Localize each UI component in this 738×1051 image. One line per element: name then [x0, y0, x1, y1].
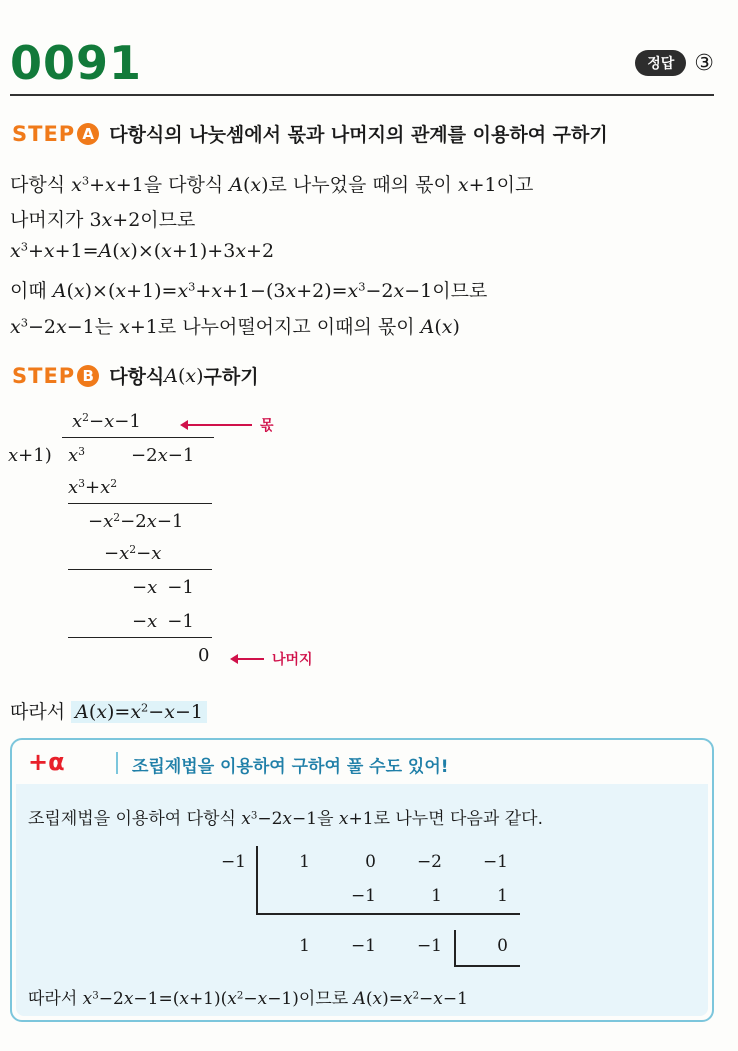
step-b-title-b: 구하기 [203, 366, 259, 388]
answer-value: ③ [694, 50, 714, 76]
math: A(x) [229, 174, 269, 196]
tip-divider [116, 752, 118, 774]
synthetic-cell: 1 [431, 886, 442, 906]
synthetic-cell: 1 [497, 886, 508, 906]
final-answer: $A(x)=x^2-x-1$ [71, 701, 207, 723]
quotient-annotation [186, 415, 274, 435]
step-b-title-a: 다항식 [109, 366, 165, 388]
synthetic-cell: 1 [299, 936, 310, 956]
arrow-icon [236, 658, 264, 660]
step-1-sub: $x^3+x^2$ [68, 477, 118, 498]
math: $A(x)=x^2-x-1$ [353, 989, 468, 1009]
quotient-label: 몫 [260, 418, 274, 434]
remainder-annotation [236, 649, 313, 669]
remainder-label: 나머지 [272, 652, 313, 668]
remainder: 0 [198, 645, 210, 666]
rule-2 [68, 569, 212, 570]
step-a-word: STEP [12, 121, 76, 146]
rule-3 [68, 637, 212, 638]
step-2-rem: −x −1 [132, 577, 194, 598]
step-a-line-4 [10, 276, 487, 303]
math: x+1 [457, 174, 497, 196]
synthetic-cell: 0 [497, 936, 508, 956]
math: x+1 [119, 316, 158, 338]
tip-title: 조립제법을 이용하여 구하여 풀 수도 있어! [132, 757, 449, 777]
synthetic-cell: −1 [350, 886, 376, 906]
math: A(x) [164, 364, 204, 387]
text: 따라서 [10, 701, 72, 723]
step-a-title: 다항식의 나눗셈에서 몫과 나머지의 관계를 이용하여 구하기 [109, 124, 608, 146]
text: 나머지가 [10, 209, 90, 231]
step-b-heading [12, 362, 259, 389]
text: 로 나누었을 때의 몫이 [268, 174, 458, 196]
math: $x^3+x+1$ [71, 173, 144, 196]
synthetic-divisor: −1 [220, 852, 246, 872]
remainder-box-vline [454, 930, 456, 966]
text: 이때 [10, 280, 53, 302]
synthetic-cell: −2 [416, 852, 442, 872]
plus-alpha-badge: +α [28, 748, 65, 776]
synthetic-cell: 1 [299, 852, 310, 872]
answer-area [635, 50, 714, 76]
math: A(x) [420, 316, 460, 338]
text: 로 나누면 다음과 같다. [373, 809, 543, 829]
long-division [0, 405, 340, 675]
text: 을 다항식 [143, 174, 230, 196]
quotient: $x^2-x-1$ [72, 411, 141, 432]
division-bar [62, 437, 214, 438]
tip-line-1 [28, 804, 543, 829]
rule-1 [68, 503, 212, 504]
text: 로 나누어떨어지고 이때의 몫이 [157, 316, 421, 338]
step-3-sub: −x −1 [132, 611, 194, 632]
header-rule [10, 94, 714, 96]
text: 을 [317, 809, 339, 829]
text: 따라서 [28, 989, 83, 1009]
synthetic-cell: −1 [350, 936, 376, 956]
step-a-line-3: $x^3+x+1=A(x)\times(x+1)+3x+2$ [10, 239, 275, 262]
arrow-icon [186, 424, 252, 426]
synthetic-vline [256, 846, 258, 914]
synthetic-hline [256, 913, 520, 915]
text: 조립제법을 이용하여 다항식 [28, 809, 242, 829]
problem-number: 0091 [10, 36, 143, 90]
text: 이므로 [432, 280, 488, 302]
text: 다항식 [10, 174, 72, 196]
conclusion [10, 697, 207, 724]
answer-badge: 정답 [635, 50, 686, 76]
math: $x^3-2x-1$ [10, 315, 95, 338]
synthetic-cell: 0 [365, 852, 376, 872]
text: 이므로 [298, 989, 354, 1009]
step-a-heading [12, 120, 608, 147]
math: $A(x)\times(x+1)=x^3+x+1-(3x+2)=x^3-2x-1$ [52, 279, 433, 302]
step-a-line-5 [10, 312, 460, 339]
divisor: x+1) [8, 445, 52, 466]
step-a-line-1 [10, 170, 533, 197]
step-a-letter: A [77, 123, 99, 145]
math: $x^3-2x-1$ [241, 809, 318, 829]
step-a-line-2 [10, 205, 195, 232]
math: $x^3-2x-1=(x+1)(x^2-x-1)$ [82, 989, 299, 1009]
remainder-box-hline [454, 965, 520, 967]
text: 이고 [496, 174, 534, 196]
synthetic-cell: −1 [482, 852, 508, 872]
dividend: $x^3 -2x-1$ [68, 445, 195, 466]
tip-conclusion [28, 984, 468, 1009]
step-b-letter: B [77, 365, 99, 387]
synthetic-cell: −1 [416, 936, 442, 956]
step-b-word: STEP [12, 363, 76, 388]
math: x+1 [338, 809, 374, 829]
text: 이므로 [140, 209, 196, 231]
step-2-sub: $-x^2-x$ [104, 543, 162, 564]
step-1-rem: $-x^2-2x-1$ [88, 511, 184, 532]
text: 는 [94, 316, 120, 338]
math: 3x+2 [89, 209, 141, 231]
